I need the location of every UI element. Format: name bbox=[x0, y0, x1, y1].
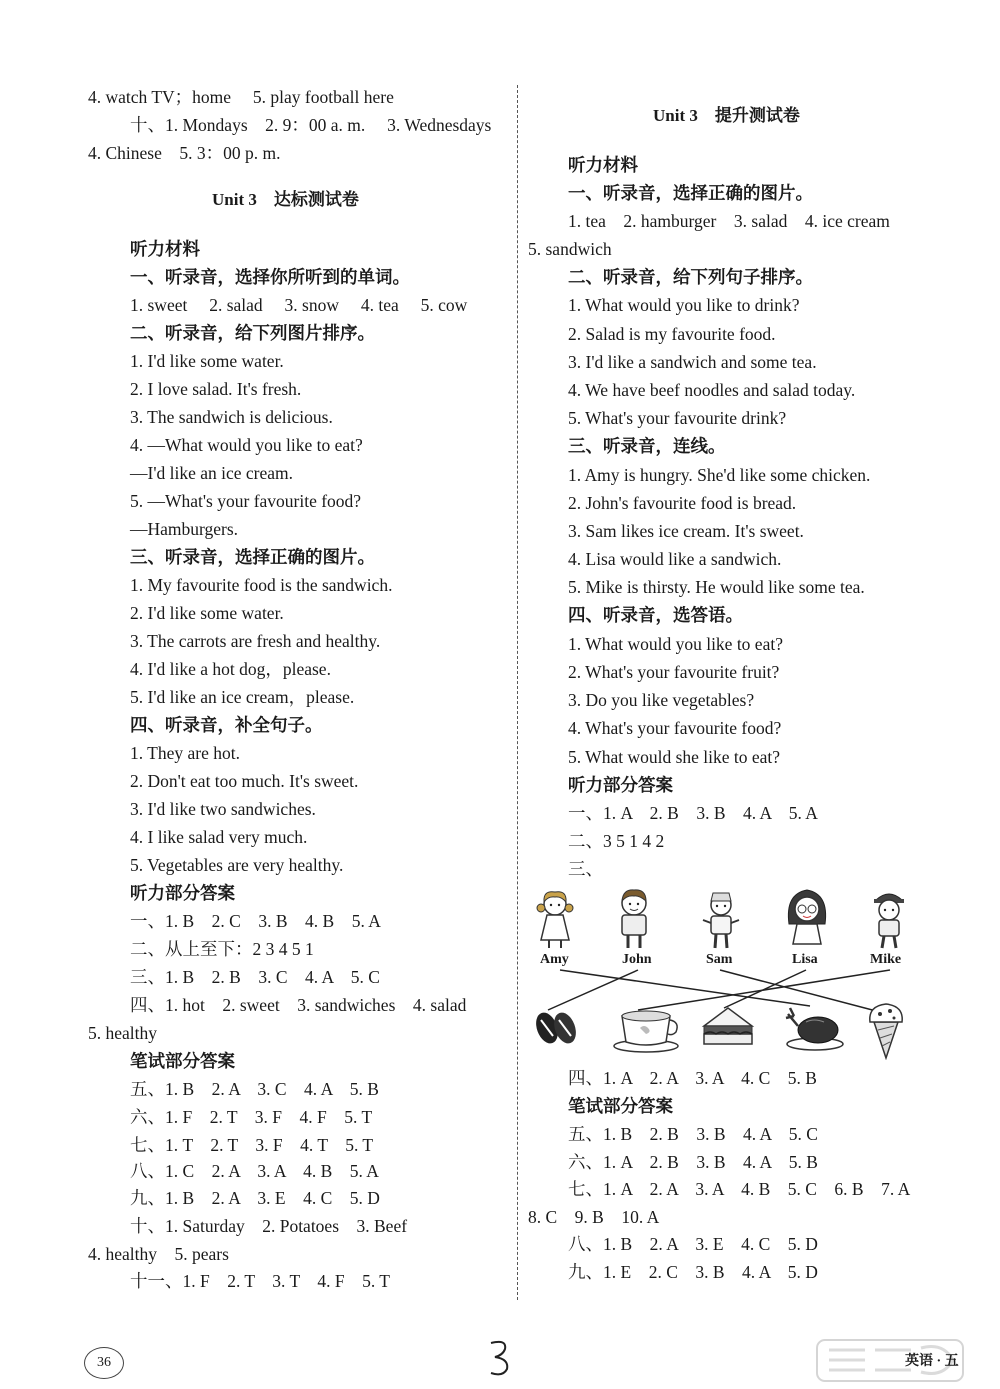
text-line: 3. Sam likes ice cream. It's sweet. bbox=[568, 521, 804, 541]
text-line: 3. The carrots are fresh and healthy. bbox=[130, 631, 381, 651]
section-heading: 三、听录音，选择正确的图片。 bbox=[130, 547, 375, 567]
kid-label-john: John bbox=[622, 952, 652, 967]
section-heading: 四、听录音，补全句子。 bbox=[130, 715, 323, 735]
answer-line: 八、1. B 2. A 3. E 4. C 5. D bbox=[568, 1234, 818, 1254]
bread-icon bbox=[533, 1010, 579, 1046]
answer-line: 六、1. A 2. B 3. B 4. A 5. B bbox=[568, 1152, 818, 1172]
section-heading: 听力材料 bbox=[130, 239, 200, 259]
text-line: 5. I'd like an ice cream，please. bbox=[130, 687, 355, 707]
text-line: 3. I'd like two sandwiches. bbox=[130, 799, 316, 819]
text-line: 4. I'd like a hot dog，please. bbox=[130, 659, 331, 679]
tea-cup-icon bbox=[610, 1006, 682, 1054]
section-heading: 三、听录音，连线。 bbox=[568, 436, 726, 456]
section-heading: 笔试部分答案 bbox=[568, 1096, 673, 1116]
answer-line: 十、1. Saturday 2. Potatoes 3. Beef bbox=[130, 1216, 408, 1236]
handwritten-mark bbox=[485, 1337, 515, 1379]
text-line: —Hamburgers. bbox=[130, 519, 239, 539]
section-title: Unit 3 达标测试卷 bbox=[212, 190, 359, 209]
answer-line: 5. healthy bbox=[88, 1023, 158, 1043]
section-heading: 一、听录音，选择你所听到的单词。 bbox=[130, 267, 410, 287]
section-heading: 二、听录音，给下列图片排序。 bbox=[130, 323, 375, 343]
kid-label-sam: Sam bbox=[706, 952, 733, 967]
text-line: 2. What's your favourite fruit? bbox=[568, 662, 780, 682]
sandwich-icon bbox=[700, 1004, 756, 1050]
text-line: 4. Chinese 5. 3：00 p. m. bbox=[88, 143, 281, 163]
answer-line: 四、1. A 2. A 3. A 4. C 5. B bbox=[568, 1068, 817, 1088]
boy-mike-illustration bbox=[866, 888, 912, 950]
text-line: 1. What would you like to drink? bbox=[568, 295, 800, 315]
page-number: 36 bbox=[84, 1347, 124, 1379]
text-line: 5. Mike is thirsty. He would like some tea. bbox=[568, 577, 865, 597]
text-line: 4. —What would you like to eat? bbox=[130, 435, 363, 455]
answer-line: 十一、1. F 2. T 3. T 4. F 5. T bbox=[130, 1271, 390, 1291]
answer-line: 四、1. hot 2. sweet 3. sandwiches 4. salad bbox=[130, 995, 467, 1015]
footer-subject: 英语 · 五 bbox=[905, 1354, 959, 1369]
answer-line: 八、1. C 2. A 3. A 4. B 5. A bbox=[130, 1161, 379, 1181]
text-line: 5. sandwich bbox=[528, 239, 612, 259]
column-divider bbox=[517, 85, 518, 1300]
text-line: 1. tea 2. hamburger 3. salad 4. ice cream bbox=[568, 211, 890, 231]
text-line: 4. We have beef noodles and salad today. bbox=[568, 380, 856, 400]
text-line: 1. They are hot. bbox=[130, 743, 240, 763]
answer-line: 一、1. B 2. C 3. B 4. B 5. A bbox=[130, 911, 381, 931]
section-heading: 听力部分答案 bbox=[568, 775, 673, 795]
answer-line: 一、1. A 2. B 3. B 4. A 5. A bbox=[568, 803, 818, 823]
answer-line: 五、1. B 2. A 3. C 4. A 5. B bbox=[130, 1079, 379, 1099]
text-line: 2. John's favourite food is bread. bbox=[568, 493, 797, 513]
text-line: 4. Lisa would like a sandwich. bbox=[568, 549, 782, 569]
text-line: 1. sweet 2. salad 3. snow 4. tea 5. cow bbox=[130, 295, 468, 315]
answer-line: 三、1. B 2. B 3. C 4. A 5. C bbox=[130, 967, 380, 987]
kid-label-mike: Mike bbox=[870, 952, 902, 967]
answer-line: 三、 bbox=[568, 859, 603, 879]
answer-line: 六、1. F 2. T 3. F 4. F 5. T bbox=[130, 1107, 373, 1127]
section-heading: 听力材料 bbox=[568, 155, 638, 175]
girl-amy-illustration bbox=[533, 888, 577, 950]
answer-line: 七、1. T 2. T 3. F 4. T 5. T bbox=[130, 1135, 374, 1155]
text-line: 2. I'd like some water. bbox=[130, 603, 284, 623]
section-title: Unit 3 提升测试卷 bbox=[653, 106, 800, 125]
answer-line: 二、3 5 1 4 2 bbox=[568, 831, 665, 851]
girl-lisa-illustration bbox=[781, 884, 833, 950]
text-line: 4. What's your favourite food? bbox=[568, 718, 782, 738]
section-heading: 一、听录音，选择正确的图片。 bbox=[568, 183, 813, 203]
chicken-icon bbox=[784, 1006, 846, 1052]
boy-sam-illustration bbox=[698, 890, 744, 950]
answer-line: 九、1. B 2. A 3. E 4. C 5. D bbox=[130, 1188, 380, 1208]
text-line: 3. I'd like a sandwich and some tea. bbox=[568, 352, 817, 372]
text-line: —I'd like an ice cream. bbox=[130, 463, 294, 483]
answer-line: 4. healthy 5. pears bbox=[88, 1244, 229, 1264]
text-line: 5. —What's your favourite food? bbox=[130, 491, 362, 511]
text-line: 2. Don't eat too much. It's sweet. bbox=[130, 771, 359, 791]
ice-cream-icon bbox=[866, 1000, 906, 1060]
text-line: 1. I'd like some water. bbox=[130, 351, 284, 371]
kid-label-amy: Amy bbox=[540, 952, 569, 967]
text-line: 5. What would she like to eat? bbox=[568, 747, 781, 767]
section-heading: 二、听录音，给下列句子排序。 bbox=[568, 267, 813, 287]
text-line: 1. My favourite food is the sandwich. bbox=[130, 575, 393, 595]
answer-line: 二、从上至下：2 3 4 5 1 bbox=[130, 939, 314, 959]
answer-line: 七、1. A 2. A 3. A 4. B 5. C 6. B 7. A bbox=[568, 1179, 911, 1199]
text-line: 5. Vegetables are very healthy. bbox=[130, 855, 344, 875]
answer-line: 九、1. E 2. C 3. B 4. A 5. D bbox=[568, 1262, 818, 1282]
answer-line: 五、1. B 2. B 3. B 4. A 5. C bbox=[568, 1124, 818, 1144]
text-line: 3. Do you like vegetables? bbox=[568, 690, 755, 710]
text-line: 1. What would you like to eat? bbox=[568, 634, 783, 654]
section-heading: 笔试部分答案 bbox=[130, 1051, 235, 1071]
text-line: 3. The sandwich is delicious. bbox=[130, 407, 333, 427]
text-line: 十、1. Mondays 2. 9：00 a. m. 3. Wednesdays bbox=[130, 115, 492, 135]
boy-john-illustration bbox=[611, 886, 657, 950]
section-heading: 四、听录音，选答语。 bbox=[568, 605, 743, 625]
text-line: 1. Amy is hungry. She'd like some chicken. bbox=[568, 465, 871, 485]
text-line: 4. watch TV；home 5. play football here bbox=[88, 87, 394, 107]
text-line: 2. I love salad. It's fresh. bbox=[130, 379, 302, 399]
text-line: 4. I like salad very much. bbox=[130, 827, 308, 847]
text-line: 5. What's your favourite drink? bbox=[568, 408, 787, 428]
section-heading: 听力部分答案 bbox=[130, 883, 235, 903]
kid-label-lisa: Lisa bbox=[792, 952, 818, 967]
text-line: 2. Salad is my favourite food. bbox=[568, 324, 776, 344]
answer-line: 8. C 9. B 10. A bbox=[528, 1207, 660, 1227]
